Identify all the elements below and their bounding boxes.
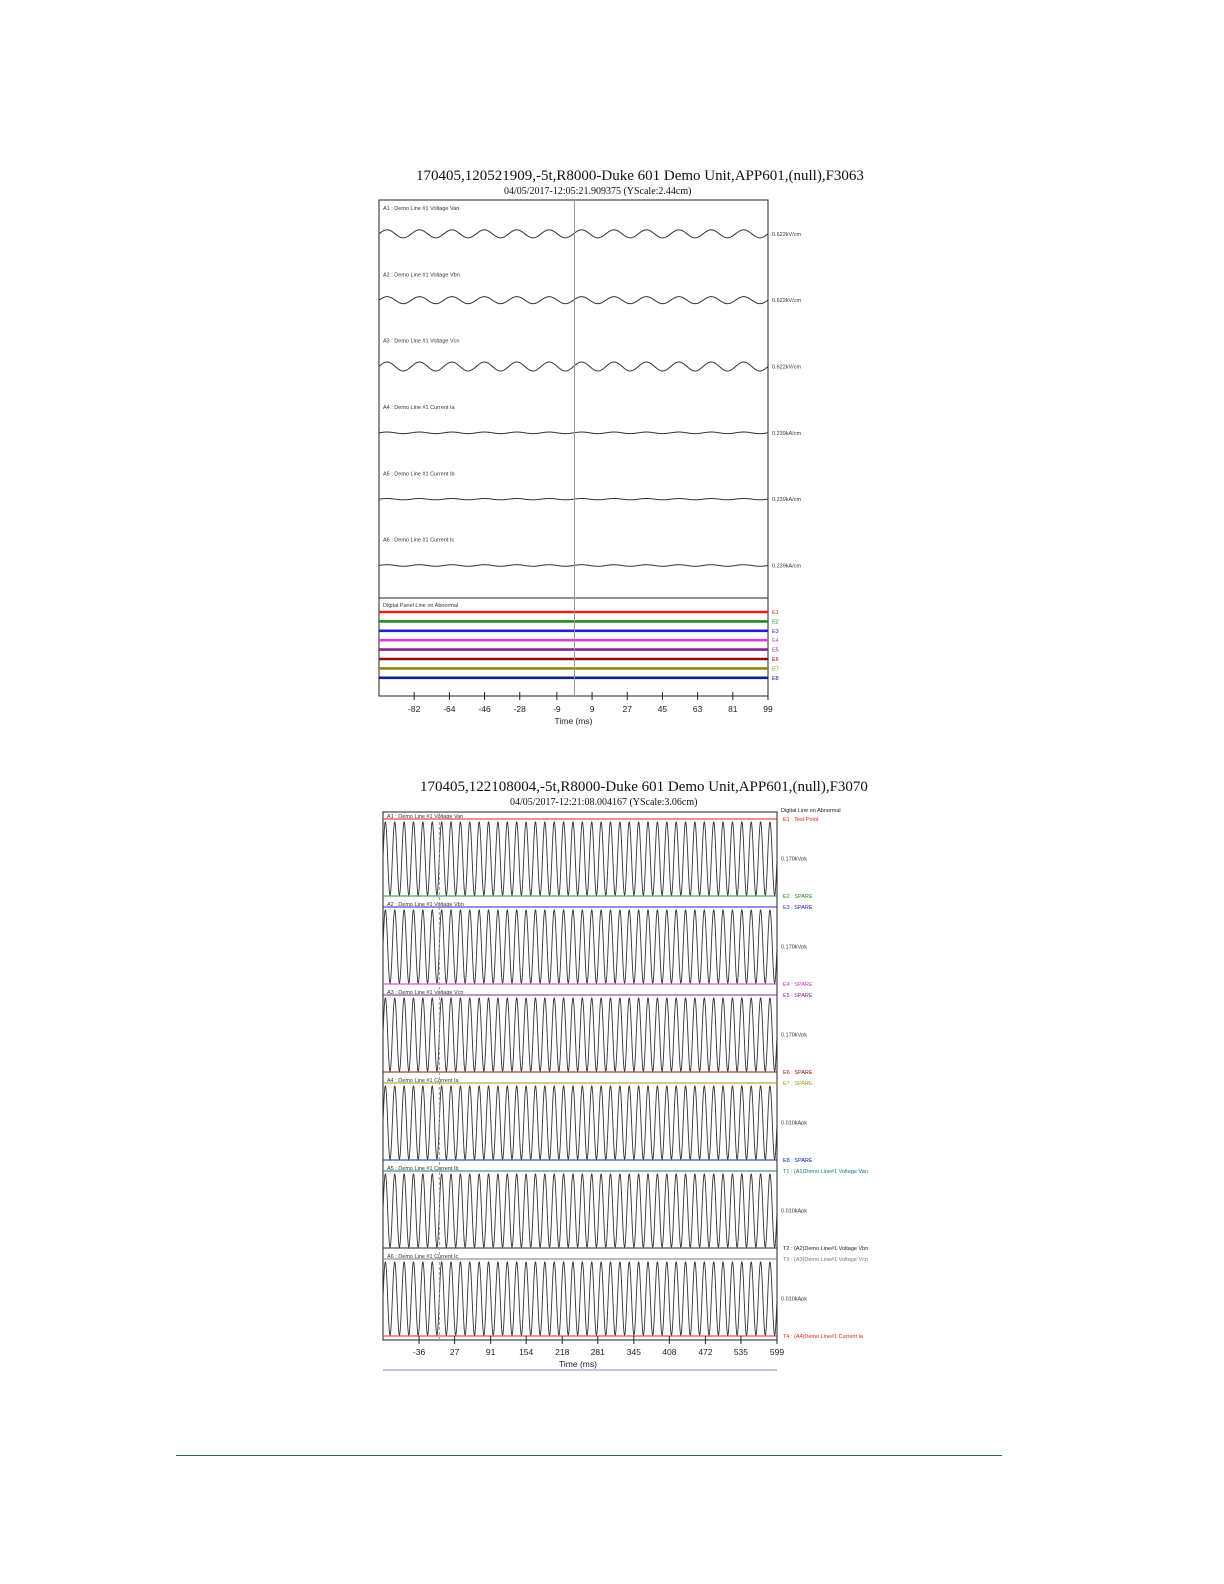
footer-rule <box>176 1455 1002 1456</box>
chart1-x-axis-label: Time (ms) <box>554 716 593 726</box>
chart2-digital-label: E8 : SPARE <box>783 1158 813 1164</box>
chart1-x-tick-label: 27 <box>622 704 632 714</box>
chart1-digital-label: E5 <box>772 647 779 654</box>
chart1-subtitle: 04/05/2017-12:05:21.909375 (YScale:2.44cm) <box>504 186 692 197</box>
chart2-trace <box>383 910 777 983</box>
chart2-channel-scale: 0.170kVpk <box>781 944 807 951</box>
chart1-x-tick-label: -64 <box>443 704 456 714</box>
chart2-x-tick-label: 27 <box>449 1347 460 1357</box>
chart2-digital-label: E5 : SPARE <box>783 993 813 999</box>
chart2-channel-scale: 0.170kVpk <box>781 1032 807 1039</box>
chart2-channel-label: A2 : Demo Line #1 Voltage Vbn <box>387 902 464 908</box>
chart2-subtitle: 04/05/2017-12:21:08.004167 (YScale:3.06cm) <box>510 797 698 808</box>
chart2-channel-label: A3 : Demo Line #1 Voltage Vcn <box>387 990 464 996</box>
chart1-x-tick-label: -46 <box>478 704 491 714</box>
chart2-x-tick-label: 91 <box>485 1347 496 1357</box>
chart1-channel-label: A2 : Demo Line #1 Voltage Vbn <box>383 272 460 279</box>
chart1-digital-label: E7 <box>772 666 779 673</box>
chart2-trace <box>383 822 777 895</box>
chart1-title: 170405,120521909,-5t,R8000-Duke 601 Demo Unit,APP601,(null),F3063 <box>416 168 864 184</box>
chart2-digital-label: E7 : SPARE <box>783 1081 813 1087</box>
chart1-digital-label: E6 <box>772 657 779 663</box>
chart1-digital-label: E4 <box>772 638 779 645</box>
chart2-digital-label: E6 : SPARE <box>783 1070 813 1076</box>
chart2-digital-label: E4 : SPARE <box>783 982 813 988</box>
chart2-digital-label: T3 : (A3)Demo Line#1 Voltage Vcn <box>783 1257 868 1263</box>
chart1-channel-scale: 0.622kV/cm <box>772 298 802 305</box>
chart1-digital-label: E2 <box>772 619 779 626</box>
chart2-x-tick-label: 281 <box>590 1347 605 1357</box>
chart2-x-tick-label: 599 <box>769 1347 785 1357</box>
chart1-x-tick-label: 63 <box>692 704 703 714</box>
chart2-trace <box>383 1086 777 1159</box>
chart1-x-tick-label: 81 <box>728 704 738 714</box>
chart2-title: 170405,122108004,-5t,R8000-Duke 601 Demo Unit,APP601,(null),F3070 <box>420 779 868 795</box>
chart2-channel-scale: 0.010kApk <box>781 1120 807 1127</box>
chart2-channel-label: A5 : Demo Line #1 Current Ib <box>387 1166 459 1172</box>
chart2-x-tick-label: 345 <box>626 1347 641 1357</box>
chart2-digital-label: T2 : (A2)Demo Line#1 Voltage Vbn <box>783 1246 869 1252</box>
chart1-x-tick-label: -9 <box>553 704 561 714</box>
chart1-digital-label: E8 <box>772 675 779 682</box>
chart1-channel-label: A5 : Demo Line #1 Current Ib <box>383 471 455 478</box>
chart1-x-tick-label: 45 <box>657 704 668 714</box>
chart2-trace <box>383 998 777 1071</box>
chart1-channel-scale: 0.622kV/cm <box>772 364 802 371</box>
chart1-x-tick-label: 99 <box>763 704 773 714</box>
chart2-x-tick-label: 218 <box>555 1347 570 1357</box>
chart1-channel-label: A1 : Demo Line #1 Voltage Van <box>383 206 460 212</box>
chart2-digital-label: T1 : (A1)Demo Line#1 Voltage Van <box>783 1169 868 1175</box>
chart1-channel-label: A3 : Demo Line #1 Voltage Vcn <box>383 338 460 345</box>
chart2-channel-label: A1 : Demo Line #1 Voltage Van <box>387 814 464 820</box>
chart2-x-tick-label: 472 <box>698 1347 713 1357</box>
chart1-x-tick-label: -28 <box>513 704 526 714</box>
chart1-channel-scale: 0.239kA/cm <box>772 430 802 437</box>
chart2-channel-scale: 0.010kApk <box>781 1208 807 1215</box>
chart2-x-tick-label: -36 <box>412 1347 426 1357</box>
chart2-channel-scale: 0.170kVpk <box>781 856 807 863</box>
chart1-channel-scale: 0.239kA/cm <box>772 497 802 504</box>
chart1-x-tick-label: -82 <box>408 704 421 714</box>
chart2-digital-title: Digital Line on Abnormal <box>781 808 841 814</box>
chart2-x-tick-label: 408 <box>662 1347 677 1357</box>
chart1-channel-label: A6 : Demo Line #1 Current Ic <box>383 537 455 544</box>
chart1-channel-scale: 0.622kV/cm <box>772 231 802 238</box>
chart2-x-axis-label: Time (ms) <box>559 1359 597 1369</box>
chart2-channel-label: A6 : Demo Line #1 Current Ic <box>387 1254 459 1260</box>
chart1-channel-scale: 0.239kA/cm <box>772 563 802 570</box>
chart2-channel-label: A4 : Demo Line #1 Current Ia <box>387 1078 459 1084</box>
chart2-x-tick-label: 154 <box>519 1347 534 1357</box>
chart1-channel-label: A4 : Demo Line #1 Current Ia <box>383 405 455 411</box>
chart1-digital-label: E1 <box>772 610 779 616</box>
chart2-x-tick-label: 535 <box>733 1347 749 1357</box>
chart1-digital-label: E3 <box>772 628 779 635</box>
chart2-trace <box>383 1262 777 1335</box>
chart2-digital-label: E1 : Test Point <box>783 817 819 823</box>
chart2-digital-label: E2 : SPARE <box>783 894 813 900</box>
chart2-digital-label: T4 : (A4)Demo Line#1 Current Ia <box>783 1334 864 1340</box>
chart2-channel-scale: 0.010kApk <box>781 1296 807 1303</box>
chart2-trace <box>383 1174 777 1247</box>
chart1-x-tick-label: 9 <box>589 704 595 714</box>
chart1-digital-title: Digital Panel Line on Abnormal <box>383 603 459 609</box>
chart2-digital-label: E3 : SPARE <box>783 905 813 911</box>
